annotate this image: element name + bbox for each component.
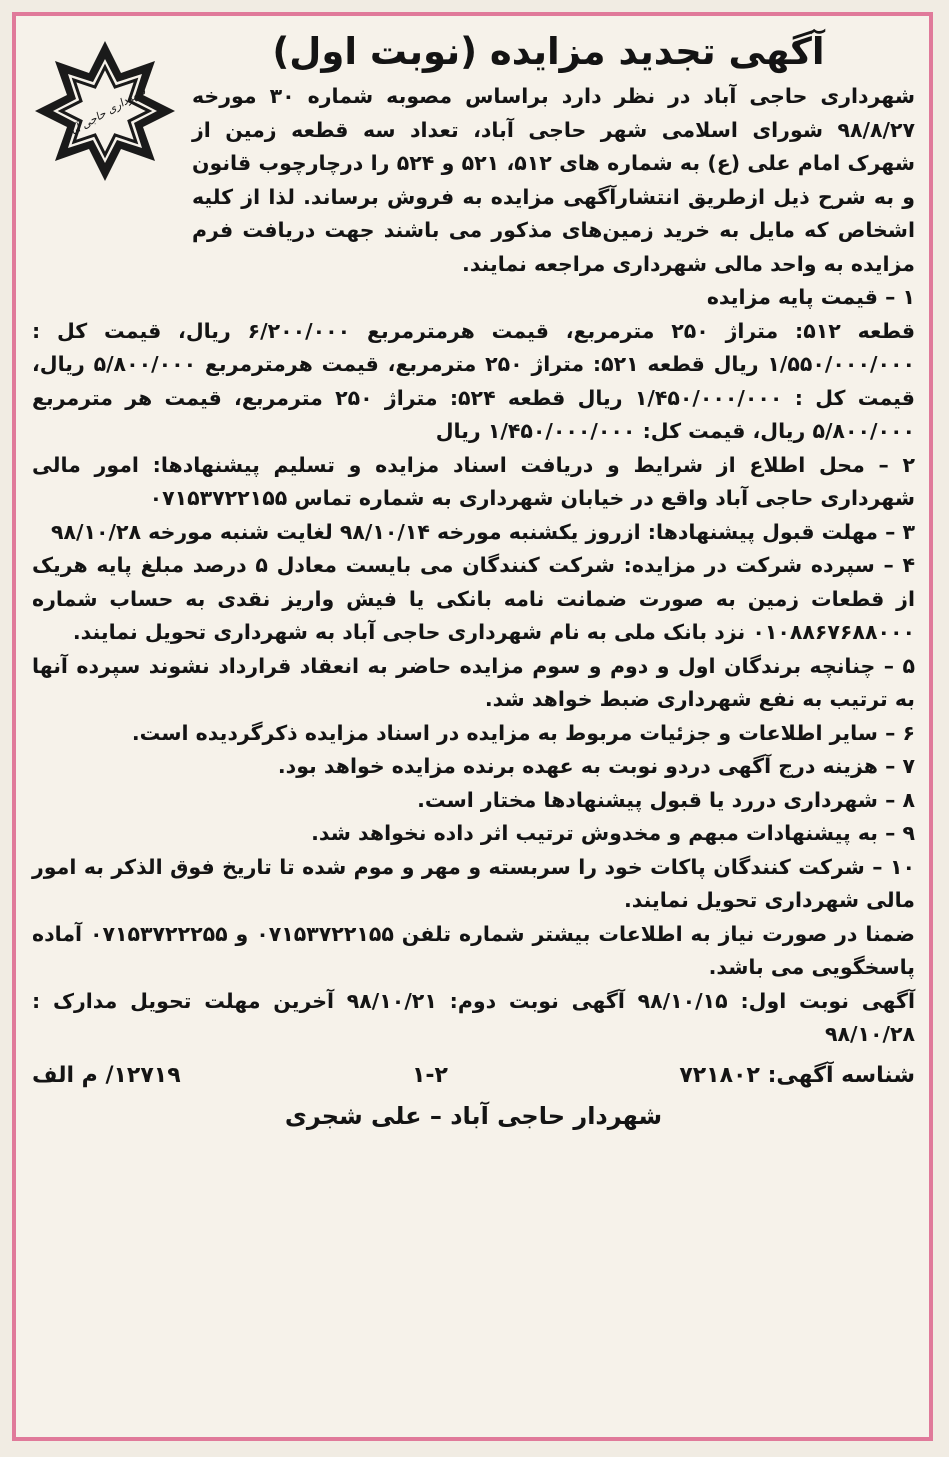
item-1-body: قطعه ۵۱۲: متراژ ۲۵۰ مترمربع، قیمت هرمترمربع ۶/۲۰۰/۰۰۰ ریال، قیمت کل : ۱/۵۵۰/۰۰۰/۰۰۰ ریال قطعه ۵۲۱: متراژ ۲۵۰ مترمربع، قیمت هرمترمربع ۵/۸۰۰/۰۰۰ ریال، قیمت کل : ۱/۴۵۰/۰۰۰/۰۰۰ ریال قطعه ۵۲۴: متراژ ۲۵۰ مترمربع، قیمت هر مترمربع ۵/۸۰۰/۰۰۰ ریال، قیمت کل: ۱/۴۵۰/۰۰۰/۰۰۰ ریال — [32, 318, 915, 443]
footer-row — [32, 1056, 915, 1096]
item-9: ۹ – به پیشنهادات مبهم و مخدوش ترتیب اثر داده نخواهد شد. — [311, 821, 915, 845]
item-1-title: ۱ – قیمت پایه مزایده — [706, 285, 915, 309]
item-7: ۷ – هزینه درج آگهی دردو نوبت به عهده برنده مزایده خواهد بود. — [277, 754, 915, 778]
item-10: ۱۰ – شرکت کنندگان پاکات خود را سربسته و مهر و موم شده تا تاریخ فوق الذکر به امور مالی شهرداری تحویل نمایند. — [32, 854, 915, 912]
ad-code: ۱۲۷۱۹/ م الف — [32, 1062, 181, 1088]
contact-paragraph: ضمنا در صورت نیاز به اطلاعات بیشتر شماره تلفن ۰۷۱۵۳۷۲۲۱۵۵ و ۰۷۱۵۳۷۲۲۲۵۵ آماده پاسخگویی می باشد. — [32, 921, 915, 979]
item-4: ۴ – سپرده شرکت در مزایده: شرکت کنندگان می بایست معادل ۵ درصد مبلغ پایه هریک از قطعات زمین به صورت ضمانت نامه بانکی یا فیش واریز نقدی به حساب شماره ۰۱۰۸۸۶۷۶۸۸۰۰۰ نزد بانک ملی به نام شهرداری حاجی آباد به شهرداری تحویل نمایند. — [32, 553, 915, 644]
ad-sequence: ۱-۲ — [411, 1062, 448, 1088]
ad-id: شناسه آگهی: ۷۲۱۸۰۲ — [679, 1062, 915, 1088]
notice-body — [32, 24, 915, 1429]
item-2: ۲ – محل اطلاع از شرایط و دریافت اسناد مزایده و تسلیم پیشنهادها: امور مالی شهرداری حاجی آباد واقع در خیابان شهرداری به شماره تماس ۰۷۱۵۳۷۲۲۱۵۵ — [32, 452, 915, 510]
notice-title: آگهی تجدید مزایده (نوبت اول) — [272, 30, 825, 73]
dates-paragraph: آگهی نوبت اول: ۹۸/۱۰/۱۵ آگهی نوبت دوم: ۹۸/۱۰/۲۱ آخرین مهلت تحویل مدارک : ۹۸/۱۰/۲۸ — [32, 988, 915, 1046]
notice-frame — [12, 12, 933, 1441]
intro-paragraph: شهرداری حاجی آباد در نظر دارد براساس مصوبه شماره ۳۰ مورخه ۹۸/۸/۲۷ شورای اسلامی شهر حاجی آباد، تعداد سه قطعه زمین از شهرک امام علی (ع) به شماره های ۵۱۲، ۵۲۱ و ۵۲۴ را درچارچوب قانون و به شرح ذیل ازطریق انتشارآگهی مزایده به فروش برساند. لذا از کلیه اشخاص که مایل به خرید زمین‌های مذکور می باشند جهت دریافت فرم مزایده به واحد مالی شهرداری مراجعه نمایند. — [192, 84, 915, 276]
signer: شهردار حاجی آباد – علی شجری — [284, 1101, 663, 1130]
item-5: ۵ – چنانچه برندگان اول و دوم و سوم مزایده حاضر به انعقاد قرارداد نشوند سپرده آنها به ترتیب به نفع شهرداری ضبط خواهد شد. — [32, 653, 915, 711]
item-6: ۶ – سایر اطلاعات و جزئیات مربوط به مزایده در اسناد مزایده ذکرگردیده است. — [131, 720, 915, 745]
item-8: ۸ – شهرداری دررد یا قبول پیشنهادها مختار است. — [417, 787, 915, 812]
logo-text: شهرداری حاجی آباد — [63, 84, 148, 141]
item-3: ۳ – مهلت قبول پیشنهادها: ازروز یکشنبه مورخه ۹۸/۱۰/۱۴ لغایت شنبه مورخه ۹۸/۱۰/۲۸ — [50, 519, 915, 544]
